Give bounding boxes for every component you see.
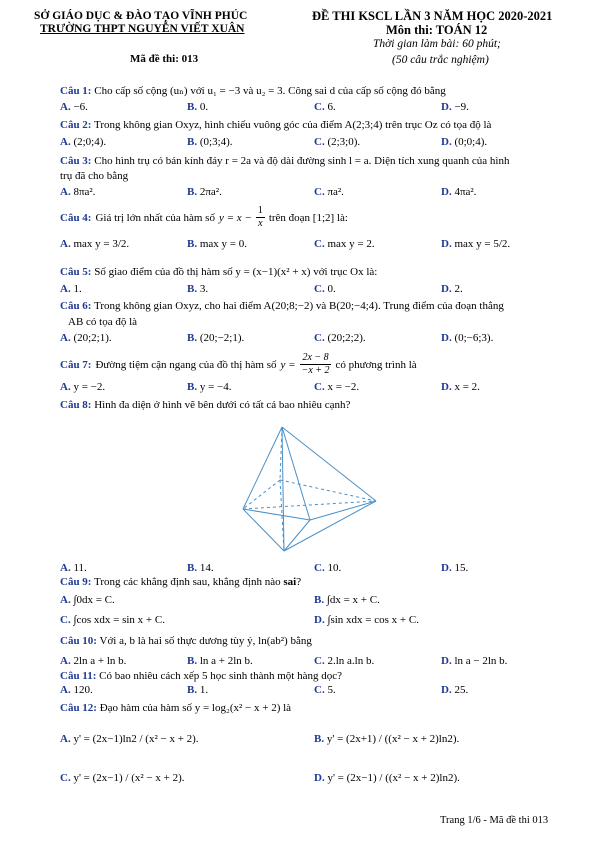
- question-number: Câu 1:: [60, 85, 92, 97]
- exam-title: ĐỀ THI KSCL LẦN 3 NĂM HỌC 2020-2021: [312, 9, 553, 23]
- fraction: $\frac{1}{x}$: [257, 205, 263, 229]
- q11-option-c[interactable]: C. 5.: [314, 684, 336, 696]
- q1-option-d[interactable]: D. −9.: [441, 101, 469, 113]
- q5-option-b[interactable]: B. 3.: [187, 283, 209, 295]
- q7-option-b[interactable]: B. y = −4.: [187, 381, 232, 393]
- q1-option-a[interactable]: A. −6.: [60, 101, 88, 113]
- q11-option-a[interactable]: A. 120.: [60, 684, 93, 696]
- q12-option-c[interactable]: C. y' = (2x−1) / (x² − x + 2).: [60, 772, 185, 784]
- q6-option-b[interactable]: B. (20;−2;1).: [187, 332, 245, 344]
- q10-option-c[interactable]: C. 2.ln a.ln b.: [314, 655, 375, 667]
- q8-option-c[interactable]: C. 10.: [314, 562, 342, 574]
- q5-option-a[interactable]: A. 1.: [60, 283, 82, 295]
- q3-option-b[interactable]: B. 2πa².: [187, 186, 222, 198]
- q1-option-c[interactable]: C. 6.: [314, 101, 336, 113]
- question-10: Câu 10: Với a, b là hai số thực dương tùy ý, ln(ab²) bằng: [60, 635, 312, 647]
- q6-option-c[interactable]: C. (20;2;2).: [314, 332, 366, 344]
- question-3: Câu 3: Cho hình trụ có bán kính đáy r = 2a và độ dài đường sinh l = a. Diện tích xung quanh của hình: [60, 155, 510, 167]
- q7-option-a[interactable]: A. y = −2.: [60, 381, 106, 393]
- q4-option-a[interactable]: A. max y = 3/2.: [60, 238, 130, 250]
- question-6: Câu 6: Trong không gian Oxyz, cho hai điểm A(20;8;−2) và B(20;−4;4). Trung điểm của đoạn thẳng: [60, 300, 504, 312]
- question-4: Câu 4: Giá trị lớn nhất của hàm số y = x − $\frac{1}{x}$ trên đoạn [1;2] là:: [60, 205, 348, 229]
- q6-option-d[interactable]: D. (0;−6;3).: [441, 332, 494, 344]
- q3-option-c[interactable]: C. πa².: [314, 186, 344, 198]
- question-5: Câu 5: Số giao điểm của đồ thị hàm số y = (x−1)(x² + x) với trục Ox là:: [60, 266, 378, 278]
- q8-option-d[interactable]: D. 15.: [441, 562, 469, 574]
- q9-option-a[interactable]: A. ∫0dx = C.: [60, 594, 115, 606]
- q4-option-d[interactable]: D. max y = 5/2.: [441, 238, 511, 250]
- q4-option-c[interactable]: C. max y = 2.: [314, 238, 375, 250]
- q3-option-d[interactable]: D. 4πa².: [441, 186, 477, 198]
- q12-option-d[interactable]: D. y' = (2x−1) / ((x² − x + 2)ln2).: [314, 772, 460, 784]
- q1-option-b[interactable]: B. 0.: [187, 101, 209, 113]
- question-7: Câu 7: Đường tiệm cận ngang của đồ thị hàm số y = $\frac{2x - 8}{-x + 2}$ có phương trình là: [60, 352, 417, 376]
- question-8: Câu 8: Hình đa diện ở hình vẽ bên dưới có tất cả bao nhiêu cạnh?: [60, 399, 351, 411]
- question-2: Câu 2: Trong không gian Oxyz, hình chiếu vuông góc của điểm A(2;3;4) trên trục Oz có tọa độ là: [60, 119, 492, 131]
- time-limit: Thời gian làm bài: 60 phút;: [373, 38, 501, 50]
- polyhedron-figure: [240, 420, 380, 558]
- q10-option-b[interactable]: B. ln a + 2ln b.: [187, 655, 253, 667]
- q2-option-c[interactable]: C. (2;3;0).: [314, 136, 361, 148]
- page-footer: Trang 1/6 - Mã đề thi 013: [440, 815, 549, 826]
- q8-option-a[interactable]: A. 11.: [60, 562, 87, 574]
- q5-option-d[interactable]: D. 2.: [441, 283, 463, 295]
- q7-option-d[interactable]: D. x = 2.: [441, 381, 480, 393]
- q3-option-a[interactable]: A. 8πa².: [60, 186, 96, 198]
- q10-option-d[interactable]: D. ln a − 2ln b.: [441, 655, 508, 667]
- question-12: Câu 12: Đạo hàm của hàm số y = log₂(x² − x + 2) là: [60, 702, 292, 714]
- q7-option-c[interactable]: C. x = −2.: [314, 381, 360, 393]
- question-11: Câu 11: Có bao nhiêu cách xếp 5 học sinh thành một hàng dọc?: [60, 670, 342, 682]
- q2-option-d[interactable]: D. (0;0;4).: [441, 136, 488, 148]
- question-1: [60, 84, 446, 97]
- q9-option-d[interactable]: D. ∫sin xdx = cos x + C.: [314, 614, 419, 626]
- q6-option-a[interactable]: A. (20;2;1).: [60, 332, 112, 344]
- department-name: SỞ GIÁO DỤC & ĐÀO TẠO VĨNH PHÚC: [34, 10, 248, 22]
- question-text: Cho cấp số cộng (uₙ) với u₁ = −3 và u₂ = 3. Công sai d của cấp số cộng đó bằng: [94, 85, 446, 97]
- q11-option-d[interactable]: D. 25.: [441, 684, 469, 696]
- question-count: (50 câu trắc nghiệm): [392, 54, 489, 66]
- q9-option-b[interactable]: B. ∫dx = x + C.: [314, 594, 380, 606]
- exam-code: Mã đề thi: 013: [130, 53, 199, 65]
- question-6-cont: AB có tọa độ là: [68, 316, 138, 328]
- q2-option-b[interactable]: B. (0;3;4).: [187, 136, 233, 148]
- q5-option-c[interactable]: C. 0.: [314, 283, 336, 295]
- q2-option-a[interactable]: A. (2;0;4).: [60, 136, 107, 148]
- question-9: Câu 9: Trong các khẳng định sau, khẳng định nào sai?: [60, 576, 302, 588]
- q11-option-b[interactable]: B. 1.: [187, 684, 209, 696]
- fraction: $\frac{2x - 8}{-x + 2}$: [301, 352, 330, 376]
- school-name: TRƯỜNG THPT NGUYỄN VIẾT XUÂN: [40, 23, 245, 35]
- q10-option-a[interactable]: A. 2ln a + ln b.: [60, 655, 127, 667]
- subject: Môn thi: TOÁN 12: [386, 23, 488, 37]
- q4-option-b[interactable]: B. max y = 0.: [187, 238, 247, 250]
- q12-option-b[interactable]: B. y' = (2x+1) / ((x² − x + 2)ln2).: [314, 733, 460, 745]
- q9-option-c[interactable]: C. ∫cos xdx = sin x + C.: [60, 614, 165, 626]
- q8-option-b[interactable]: B. 14.: [187, 562, 214, 574]
- question-3-cont: trụ đã cho bằng: [60, 170, 129, 182]
- q12-option-a[interactable]: A. y' = (2x−1)ln2 / (x² − x + 2).: [60, 733, 199, 745]
